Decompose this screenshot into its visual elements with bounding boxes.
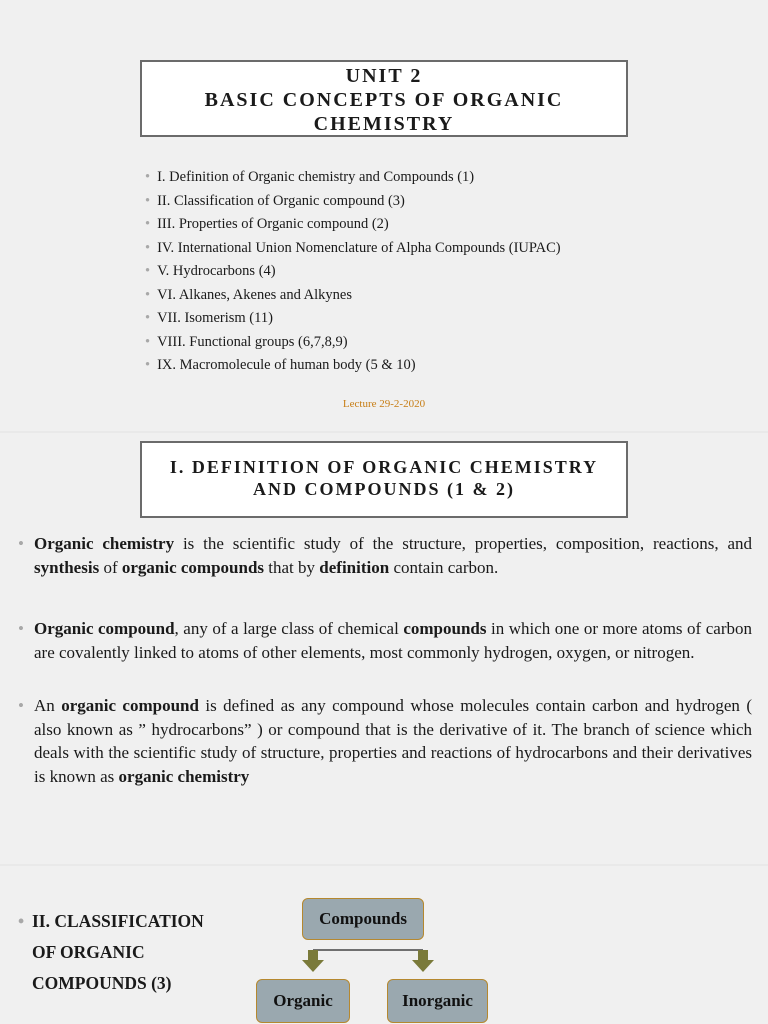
toc-item — [145, 166, 561, 190]
classification-connector — [0, 866, 768, 1024]
bullet-icon: • — [18, 696, 24, 715]
term-compounds: compounds — [403, 619, 487, 638]
definition-paragraph-1 — [18, 532, 752, 579]
slide2-title-box — [140, 441, 628, 518]
slide1-title-box — [140, 60, 628, 137]
term-synthesis: synthesis — [34, 557, 100, 577]
table-of-contents — [145, 166, 561, 378]
slide-unit-2-overview — [0, 0, 768, 431]
toc-item-text: IV. International Union Nomenclature of Alpha Compounds (IUPAC) — [157, 239, 561, 256]
paragraph-text: of — [99, 557, 122, 577]
bullet-icon: • — [145, 333, 151, 350]
bullet-icon: • — [145, 216, 151, 232]
classification-heading-line-2: OF ORGANIC — [32, 942, 145, 962]
toc-item-text: II. Classification of Organic compound (3) — [157, 192, 405, 209]
slide1-title-line-2: BASIC CONCEPTS OF ORGANIC — [204, 89, 564, 111]
bullet-icon: • — [145, 286, 151, 303]
bullet-icon: • — [145, 192, 151, 209]
toc-item — [145, 354, 561, 378]
paragraph-text: in which one or more atoms of carbon are covalently linked to atoms of other elements, most commonly hydrogen, oxygen, or nitrogen. — [34, 619, 752, 662]
bullet-icon: • — [145, 357, 151, 373]
paragraph-text: An — [34, 696, 62, 715]
toc-item — [145, 284, 561, 308]
toc-item-text: VI. Alkanes, Akenes and Alkynes — [157, 286, 352, 303]
slide1-title-line-3: CHEMISTRY — [313, 113, 455, 135]
bullet-icon: • — [18, 619, 24, 638]
node-organic: Organic — [256, 979, 350, 1023]
paragraph-text: is the scientific study of the structure, properties, composition, reactions, and — [174, 534, 752, 553]
paragraph-text: contain carbon. — [389, 557, 499, 577]
toc-item — [145, 331, 561, 355]
classification-heading-line-3: COMPOUNDS (3) — [32, 973, 172, 993]
toc-item-text: VIII. Functional groups (6,7,8,9) — [157, 333, 348, 350]
term-organic-chemistry: Organic chemistry — [34, 534, 175, 553]
definition-paragraph-3 — [18, 694, 752, 788]
toc-item-text: V. Hydrocarbons (4) — [157, 263, 276, 279]
node-inorganic: Inorganic — [387, 979, 488, 1023]
paragraph-text: , any of a large class of chemical — [174, 619, 404, 638]
toc-item — [145, 307, 561, 331]
node-compounds: Compounds — [302, 898, 424, 940]
arrow-down-icon — [302, 950, 324, 972]
slide1-title-line-1: UNIT 2 — [345, 65, 423, 87]
term-organic-compound: Organic compound — [34, 619, 175, 638]
bullet-icon: • — [18, 911, 25, 931]
term-definition: definition — [319, 557, 390, 577]
arrow-down-icon — [412, 950, 434, 972]
toc-item-text: III. Properties of Organic compound (2) — [157, 216, 389, 232]
term-organic-compound: organic compound — [61, 696, 199, 715]
toc-item-text: I. Definition of Organic chemistry and Compounds (1) — [157, 169, 475, 185]
bullet-icon: • — [18, 534, 24, 553]
bullet-icon: • — [145, 263, 151, 279]
toc-item — [145, 213, 561, 237]
term-organic-compounds: organic compounds — [121, 557, 265, 577]
bullet-icon: • — [145, 310, 151, 326]
bullet-icon: • — [145, 169, 151, 185]
slide2-title-line-1: I. DEFINITION OF ORGANIC CHEMISTRY — [169, 457, 599, 477]
toc-item — [145, 237, 561, 261]
paragraph-text: is defined as any compound whose molecules contain carbon and hydrogen ( also known as ” hydrocarbons” ) or compound that is the derivative of it. The branch of science which deals with the scientific study of structure, properties and reactions of hydrocarbons and their derivatives is known as — [34, 696, 753, 786]
toc-item-text: IX. Macromolecule of human body (5 & 10) — [157, 357, 416, 373]
slide2-title-line-2: AND COMPOUNDS (1 & 2) — [253, 479, 515, 499]
paragraph-text: that by — [264, 557, 320, 577]
toc-item — [145, 190, 561, 214]
toc-item — [145, 260, 561, 284]
bullet-icon: • — [145, 239, 151, 256]
definition-paragraph-2 — [18, 617, 752, 664]
classification-heading-line-1: II. CLASSIFICATION — [32, 911, 204, 931]
toc-item-text: VII. Isomerism (11) — [157, 310, 273, 326]
lecture-date-footer: Lecture 29-2-2020 — [342, 398, 426, 410]
slide-classification — [0, 866, 768, 1024]
term-organic-chemistry: organic chemistry — [118, 766, 250, 786]
slide-definition — [0, 433, 768, 864]
